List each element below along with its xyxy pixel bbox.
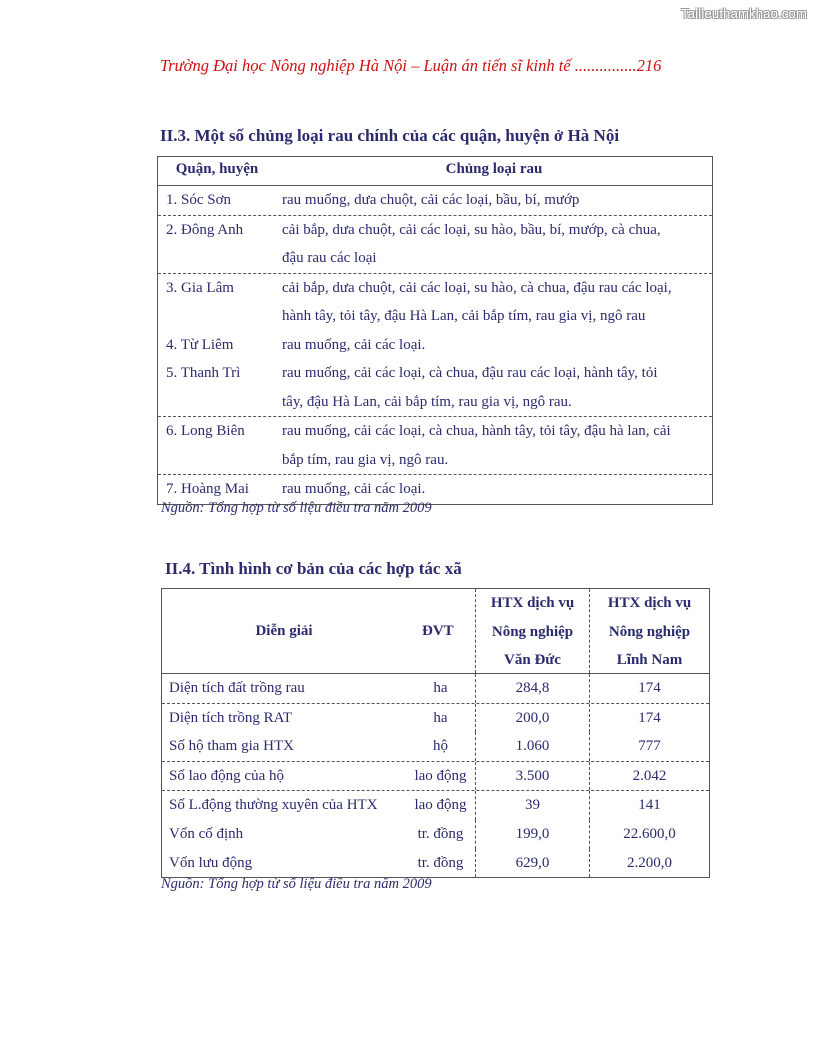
label-cell: Diện tích đất trồng rau	[169, 680, 305, 696]
table-header	[158, 157, 712, 186]
column-header-label: Diễn giải	[255, 622, 313, 639]
value-cell-linh-nam: 174	[589, 704, 709, 733]
unit-cell: lao động	[414, 797, 467, 814]
value-cell-linh-nam: 2.042	[589, 762, 709, 791]
value-cell-van-duc: 200,0	[475, 704, 589, 733]
section-title-cooperatives: II.4. Tình hình cơ bản của các hợp tác xã	[165, 559, 462, 578]
unit-cell: lao động	[414, 767, 467, 784]
vegetables-cell	[282, 186, 712, 215]
table-row	[158, 359, 712, 417]
header-line: Văn Đức	[504, 652, 561, 668]
column-header-van-duc	[475, 589, 589, 673]
page-header: Trường Đại học Nông nghiệp Hà Nội – Luận án tiến sĩ kinh tế ...............216	[160, 56, 662, 75]
source-note: Nguồn: Tổng hợp từ số liệu điều tra năm 2009	[161, 500, 432, 516]
header-line: Lĩnh Nam	[616, 652, 683, 668]
label-cell: Vốn cố định	[169, 825, 244, 842]
unit-cell: tr. đồng	[417, 825, 464, 842]
unit-cell: hộ	[433, 738, 448, 755]
vegetables-cell	[282, 417, 712, 474]
value-cell-van-duc: 629,0	[475, 849, 589, 878]
header-line: HTX dịch vụ	[607, 595, 692, 611]
table-row	[162, 849, 709, 878]
column-header-district: Quận, huyện	[175, 161, 259, 177]
label-cell: Số L.động thường xuyên của HTX	[169, 797, 378, 814]
label-cell: Số hộ tham gia HTX	[169, 738, 294, 755]
table-row	[158, 186, 712, 216]
label-cell: Diện tích trồng RAT	[169, 709, 292, 726]
table-row	[162, 791, 709, 820]
value-cell-linh-nam: 777	[589, 732, 709, 761]
label-cell: Số lao động của hộ	[169, 767, 284, 784]
value-cell-van-duc: 3.500	[475, 762, 589, 791]
vegetables-line: tây, đậu Hà Lan, cải bắp tím, rau gia vị, ngô rau.	[282, 393, 572, 410]
vegetables-line: đậu rau các loại	[282, 250, 377, 266]
column-header-vegetables: Chủng loại rau	[445, 161, 543, 177]
district-cell: 6. Long Biên	[166, 423, 245, 439]
value-cell-linh-nam: 2.200,0	[589, 849, 709, 878]
value-cell-van-duc: 284,8	[475, 674, 589, 703]
section-title-vegetables: II.3. Một số chủng loại rau chính của các quận, huyện ở Hà Nội	[160, 126, 620, 145]
unit-cell: ha	[433, 709, 448, 726]
value-cell-van-duc: 1.060	[475, 732, 589, 761]
vegetables-line: bắp tím, rau gia vị, ngô rau.	[282, 451, 449, 468]
vegetables-line: rau muống, dưa chuột, cải các loại, bầu, bí, mướp	[282, 192, 580, 208]
vegetables-cell	[282, 216, 712, 273]
district-cell: 5. Thanh Trì	[166, 365, 241, 381]
watermark: Tailieuthamkhao.com	[681, 6, 807, 21]
vegetables-line: cải bắp, dưa chuột, cải các loại, su hào, bầu, bí, mướp, cà chua,	[282, 221, 661, 238]
district-cell: 3. Gia Lâm	[166, 279, 234, 296]
vegetables-cell	[282, 331, 712, 360]
table-row	[162, 674, 709, 704]
district-cell: 2. Đông Anh	[166, 221, 244, 238]
table-row	[158, 274, 712, 331]
cooperatives-table	[161, 588, 710, 878]
vegetables-table	[157, 156, 713, 505]
table-row	[158, 331, 712, 360]
vegetables-cell	[282, 359, 712, 416]
district-cell: 1. Sóc Sơn	[166, 192, 232, 208]
table-row	[162, 820, 709, 849]
table-row	[162, 704, 709, 733]
value-cell-van-duc: 39	[475, 791, 589, 820]
column-header-unit: ĐVT	[422, 622, 454, 639]
header-line: Nông nghiệp	[491, 623, 574, 640]
header-line: HTX dịch vụ	[490, 595, 575, 611]
vegetables-line: rau muống, cải các loại, cà chua, hành tây, tỏi tây, đậu hà lan, cải	[282, 423, 671, 439]
vegetables-cell	[282, 274, 712, 331]
value-cell-linh-nam: 174	[589, 674, 709, 703]
vegetables-line: rau muống, cải các loại, cà chua, đậu rau các loại, hành tây, tỏi	[282, 365, 658, 381]
label-cell: Vốn lưu động	[169, 854, 253, 871]
value-cell-linh-nam: 22.600,0	[589, 820, 709, 849]
source-note: Nguồn: Tổng hợp từ số liệu điều tra năm 2009	[161, 876, 432, 892]
unit-cell: ha	[433, 680, 448, 696]
table-row	[158, 417, 712, 475]
value-cell-linh-nam: 141	[589, 791, 709, 820]
unit-cell: tr. đồng	[417, 854, 464, 871]
table-row	[162, 732, 709, 762]
vegetables-line: rau muống, cải các loại.	[282, 336, 426, 353]
column-header-linh-nam	[589, 589, 709, 673]
district-cell: 4. Từ Liêm	[166, 336, 234, 353]
header-line: Nông nghiệp	[608, 623, 691, 640]
table-row	[158, 216, 712, 274]
table-row	[162, 762, 709, 792]
district-cell: 7. Hoàng Mai	[166, 481, 249, 497]
value-cell-van-duc: 199,0	[475, 820, 589, 849]
table-header	[162, 589, 709, 674]
vegetables-line: rau muống, cải các loại.	[282, 481, 426, 497]
vegetables-line: cải bắp, dưa chuột, cải các loại, su hào, cà chua, đậu rau các loại,	[282, 279, 672, 296]
vegetables-line: hành tây, tỏi tây, đậu Hà Lan, cải bắp tím, rau gia vị, ngô rau	[282, 308, 646, 324]
